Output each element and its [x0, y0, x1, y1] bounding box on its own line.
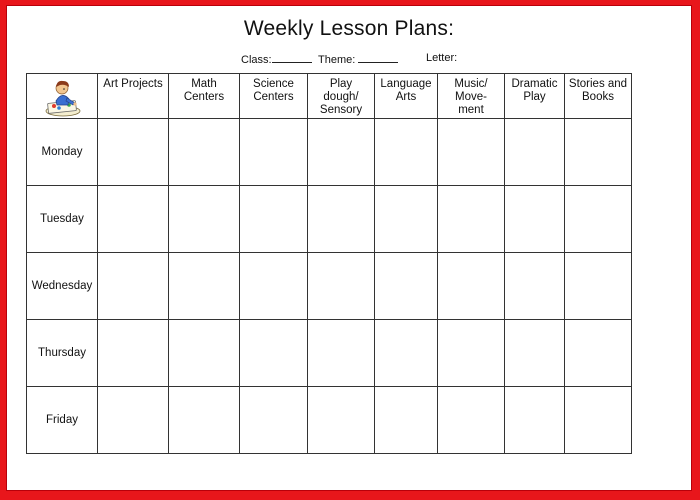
table-row: [27, 320, 632, 387]
lesson-plan-table: [26, 73, 632, 454]
class-field[interactable]: [241, 52, 312, 66]
theme-field-label: Theme:: [318, 54, 356, 66]
column-header-math-centers: Math Centers: [169, 74, 240, 119]
plan-cell[interactable]: [240, 387, 308, 454]
column-header-stories-and-books: Stories and Books: [565, 74, 632, 119]
class-field-label: Class:: [241, 54, 272, 66]
plan-cell[interactable]: [98, 253, 169, 320]
column-header-play-dough-sensory: Play dough/ Sensory: [308, 74, 375, 119]
column-header-language-arts: Language Arts: [375, 74, 438, 119]
header-fields: [6, 52, 692, 68]
plan-cell[interactable]: [308, 119, 375, 186]
column-header-dramatic-play: Dramatic Play: [505, 74, 565, 119]
plan-cell[interactable]: [169, 186, 240, 253]
plan-cell[interactable]: [98, 186, 169, 253]
plan-cell[interactable]: [438, 119, 505, 186]
plan-cell[interactable]: [565, 253, 632, 320]
lesson-plan-sheet: [6, 5, 692, 491]
day-label-friday: Friday: [27, 387, 98, 454]
column-header-art-projects: Art Projects: [98, 74, 169, 119]
page-title: Weekly Lesson Plans:: [243, 17, 455, 40]
plan-cell[interactable]: [565, 119, 632, 186]
plan-cell[interactable]: [375, 253, 438, 320]
plan-cell[interactable]: [505, 320, 565, 387]
plan-cell[interactable]: [240, 253, 308, 320]
header-row: [27, 74, 632, 119]
plan-cell[interactable]: [375, 119, 438, 186]
table-row: [27, 186, 632, 253]
corner-cell: [27, 74, 98, 119]
column-header-music-movement: Music/ Move- ment: [438, 74, 505, 119]
table-row: [27, 387, 632, 454]
plan-cell[interactable]: [308, 186, 375, 253]
plan-cell[interactable]: [169, 119, 240, 186]
table-row: [27, 119, 632, 186]
plan-cell[interactable]: [438, 320, 505, 387]
plan-cell[interactable]: [565, 186, 632, 253]
plan-cell[interactable]: [169, 253, 240, 320]
day-label-tuesday: Tuesday: [27, 186, 98, 253]
plan-cell[interactable]: [438, 387, 505, 454]
plan-cell[interactable]: [98, 320, 169, 387]
plan-cell[interactable]: [240, 119, 308, 186]
theme-field-blank[interactable]: [358, 52, 398, 63]
plan-cell[interactable]: [375, 387, 438, 454]
plan-cell[interactable]: [375, 320, 438, 387]
plan-cell[interactable]: [169, 320, 240, 387]
plan-cell[interactable]: [375, 186, 438, 253]
day-label-monday: Monday: [27, 119, 98, 186]
day-label-thursday: Thursday: [27, 320, 98, 387]
plan-cell[interactable]: [308, 320, 375, 387]
plan-cell[interactable]: [438, 186, 505, 253]
class-field-blank[interactable]: [272, 52, 312, 63]
plan-cell[interactable]: [438, 253, 505, 320]
letter-field-label: Letter:: [426, 52, 458, 64]
plan-cell[interactable]: [505, 119, 565, 186]
plan-cell[interactable]: [308, 253, 375, 320]
letter-field[interactable]: [426, 52, 457, 64]
plan-cell[interactable]: [565, 320, 632, 387]
plan-cell[interactable]: [505, 253, 565, 320]
plan-cell[interactable]: [505, 186, 565, 253]
column-header-science-centers: Science Centers: [240, 74, 308, 119]
plan-cell[interactable]: [169, 387, 240, 454]
table-row: [27, 253, 632, 320]
day-label-wednesday: Wednesday: [27, 253, 98, 320]
plan-cell[interactable]: [565, 387, 632, 454]
plan-cell[interactable]: [505, 387, 565, 454]
child-painting-icon: [42, 75, 82, 117]
plan-cell[interactable]: [98, 119, 169, 186]
plan-cell[interactable]: [240, 186, 308, 253]
plan-cell[interactable]: [240, 320, 308, 387]
plan-cell[interactable]: [308, 387, 375, 454]
theme-field[interactable]: [318, 52, 398, 66]
plan-cell[interactable]: [98, 387, 169, 454]
